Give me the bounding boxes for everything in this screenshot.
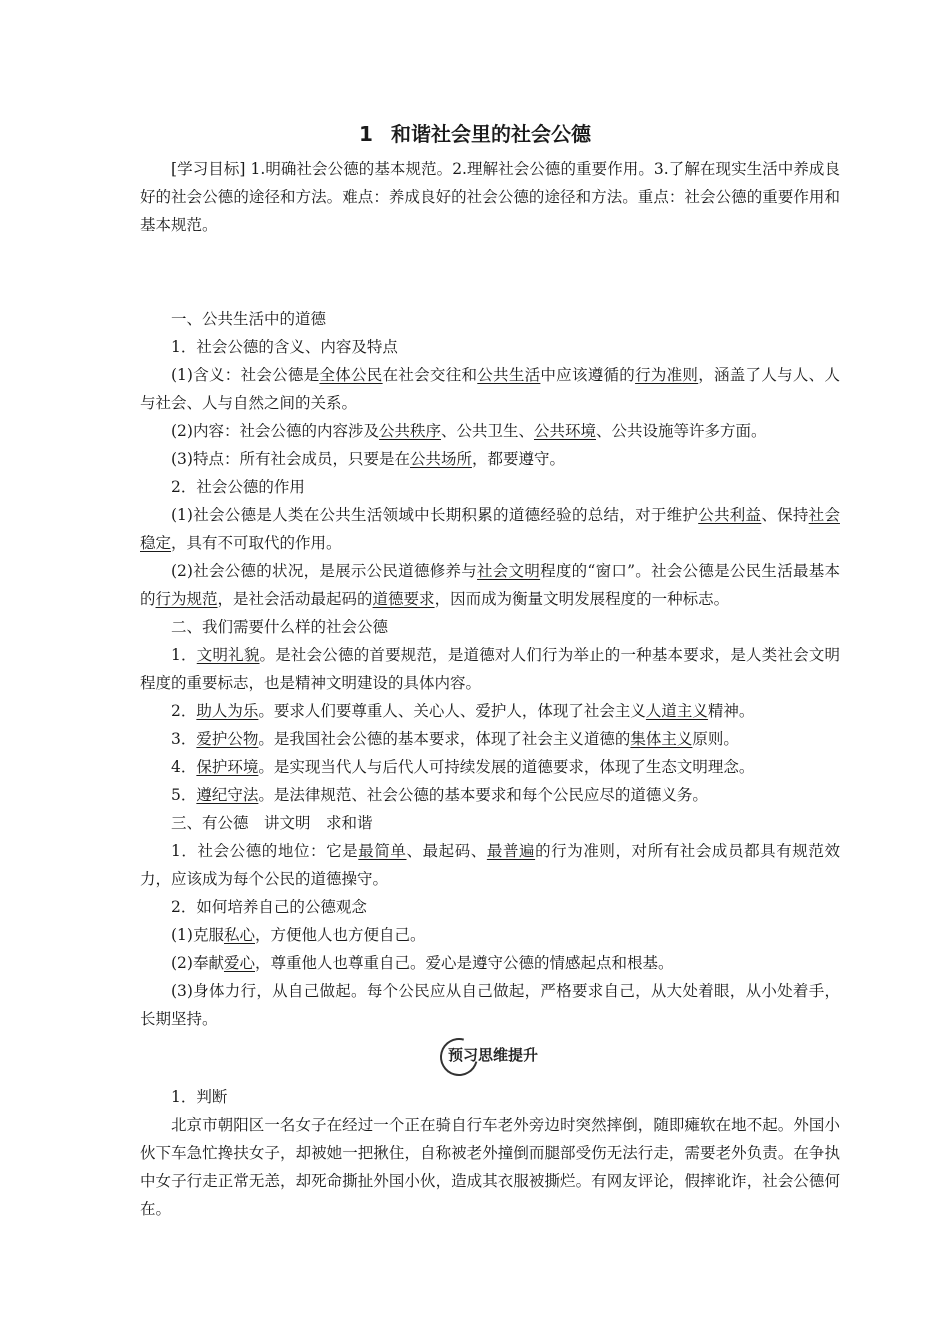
section-1-sub-1: 1．社会公德的含义、内容及特点: [171, 338, 398, 356]
badge-label: 预习思维提升: [448, 1046, 539, 1064]
text-run: 1．: [171, 646, 197, 664]
text-run: (2)社会公德的状况，是展示公民道德修养与: [171, 562, 478, 580]
s1-role-1: [140, 501, 840, 557]
blank-answer: 社会稳定: [140, 506, 840, 552]
text-run: 、最起码、: [406, 842, 487, 860]
page-title: [0, 118, 950, 147]
text-run: 、保持: [761, 506, 809, 524]
text-run: 。要求人们要尊重人、关心人、爱护人，体现了社会主义: [258, 702, 646, 720]
section-1-sub-2: 2．社会公德的作用: [171, 478, 305, 496]
blank-answer: 社会文明: [477, 562, 541, 580]
text-run: (2)内容：社会公德的内容涉及: [171, 422, 379, 440]
question-1-text: 北京市朝阳区一名女子在经过一个正在骑自行车老外旁边时突然摔倒，随即瘫软在地不起。外国小伙下车急忙搀扶女子，却被她一把揪住，自称被老外撞倒而腿部受伤无法行走，需要老外负责。在争执中女子行走正常无恙，却死命撕扯外国小伙，造成其衣服被撕烂。有网友评论，假摔讹诈，社会公德何在。: [140, 1116, 840, 1218]
text-run: 。是法律规范、社会公德的基本要求和每个公民应尽的道德义务。: [258, 786, 708, 804]
text-run: ，涵盖了人与人、人与社会、人与自然之间的关系。: [140, 366, 840, 412]
objectives-text: 1.明确社会公德的基本规范。2.理解社会公德的重要作用。3.了解在现实生活中养成良好的社会公德的途径和方法。难点：养成良好的社会公德的途径和方法。重点：社会公德的重要作用和基本规范。: [140, 160, 840, 234]
s3-method-1: [140, 921, 840, 949]
blank-answer: 最普遍: [486, 842, 536, 860]
text-run: 1．社会公德的地位：它是: [171, 842, 359, 860]
s1-features: [140, 445, 840, 473]
section-1-heading: 一、公共生活中的道德: [171, 310, 327, 328]
text-run: 程度的“窗口”。社会公德是公民生活最基本的: [140, 562, 840, 608]
preview-thinking-badge: [440, 1036, 570, 1076]
blank-answer: 公共环境: [534, 422, 597, 440]
s3-status: [140, 837, 840, 893]
blank-answer: 爱心: [223, 954, 255, 972]
blank-answer: 爱护公物: [196, 730, 259, 748]
blank-answer: 保护环境: [196, 758, 259, 776]
text-run: 、公共卫生、: [440, 422, 534, 440]
text-run: (3)特点：所有社会成员，只要是在: [171, 450, 410, 468]
text-run: ，方便他人也方便自己。: [254, 926, 426, 944]
s3-method-2: [140, 949, 840, 977]
text-run: ，具有不可取代的作用。: [171, 534, 342, 552]
blank-answer: 公共生活: [477, 366, 541, 384]
text-run: 4．: [171, 758, 197, 776]
blank-answer: 行为规范: [155, 590, 218, 608]
text-run: 。是实现当代人与后代人可持续发展的道德要求，体现了生态文明理念。: [258, 758, 755, 776]
text-run: ，因而成为衡量文明发展程度的一种标志。: [434, 590, 730, 608]
blank-answer: 公共场所: [409, 450, 472, 468]
blank-answer: 公共秩序: [378, 422, 441, 440]
blank-answer: 公共利益: [698, 506, 762, 524]
blank-answer: 遵纪守法: [196, 786, 259, 804]
s1-content: [140, 417, 840, 445]
s3-method-3: (3)身体力行，从自己做起。每个公民应从自己做起，严格要求自己，从大处着眼，从小处着手，长期坚持。: [140, 982, 840, 1028]
blank-answer: 集体主义: [630, 730, 693, 748]
s2-item-2: [140, 697, 840, 725]
blank-answer: 道德要求: [372, 590, 435, 608]
blank-answer: 私心: [223, 926, 255, 944]
blank-answer: 文明礼貌: [196, 646, 260, 664]
text-run: 。是社会公德的首要规范，是道德对人们行为举止的一种基本要求，是人类社会文明程度的重要标志，也是精神文明建设的具体内容。: [140, 646, 840, 692]
blank-answer: 人道主义: [645, 702, 708, 720]
text-run: 2．: [171, 702, 197, 720]
objectives-label: [学习目标]: [171, 160, 246, 178]
title-text: 和谐社会里的社会公德: [390, 122, 591, 146]
text-run: ，是社会活动最起码的: [217, 590, 373, 608]
blank-answer: 行为准则: [635, 366, 699, 384]
question-1-heading: 1．判断: [171, 1088, 228, 1106]
section-3-heading: 三、有公德 讲文明 求和谐: [171, 814, 373, 832]
section-3-sub-2: 2．如何培养自己的公德观念: [171, 898, 367, 916]
title-number: 1: [359, 122, 373, 146]
text-run: 中应该遵循的: [540, 366, 636, 384]
text-run: ，尊重他人也尊重自己。爱心是遵守公德的情感起点和根基。: [254, 954, 674, 972]
text-run: 的行为准则，对所有社会成员都具有规范效力，应该成为每个公民的道德操守。: [140, 842, 840, 888]
blank-answer: 全体公民: [319, 366, 383, 384]
learning-objectives: [140, 155, 840, 239]
text-run: (1)含义：社会公德是: [171, 366, 320, 384]
text-run: 、公共设施等许多方面。: [596, 422, 767, 440]
text-run: 原则。: [692, 730, 739, 748]
s2-item-3: [140, 725, 840, 753]
section-2-heading: 二、我们需要什么样的社会公德: [171, 618, 389, 636]
s2-item-4: [140, 753, 840, 781]
text-run: ，都要遵守。: [471, 450, 565, 468]
text-run: (2)奉献: [171, 954, 224, 972]
blank-answer: 助人为乐: [196, 702, 259, 720]
text-run: 精神。: [707, 702, 755, 720]
text-run: (1)克服: [171, 926, 224, 944]
s2-item-5: [140, 781, 840, 809]
text-run: 。是我国社会公德的基本要求，体现了社会主义道德的: [258, 730, 631, 748]
text-run: (1)社会公德是人类在公共生活领域中长期积累的道德经验的总结，对于维护: [171, 506, 699, 524]
blank-answer: 最简单: [358, 842, 407, 860]
text-run: 5．: [171, 786, 197, 804]
s1-role-2: [140, 557, 840, 613]
s1-definition: [140, 361, 840, 417]
text-run: 3．: [171, 730, 197, 748]
text-run: 在社会交往和: [382, 366, 478, 384]
s2-item-1: [140, 641, 840, 697]
